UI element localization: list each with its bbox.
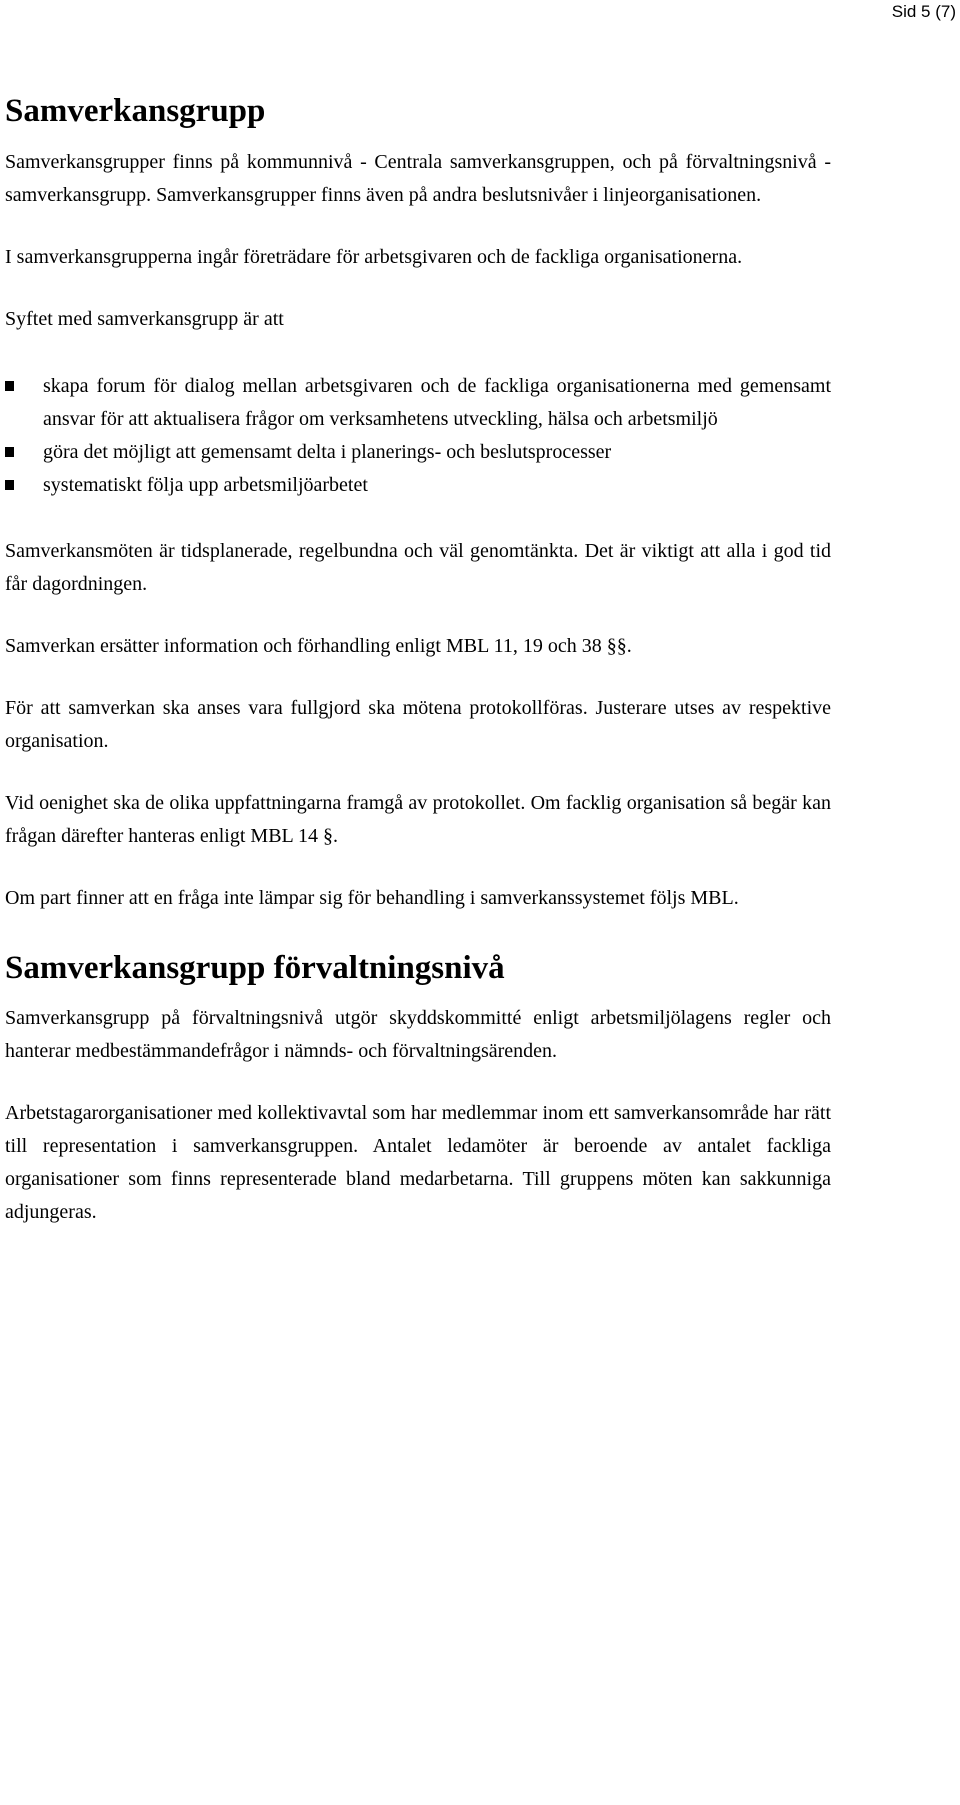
- section-title-forvaltningsniva: Samverkansgrupp förvaltningsnivå: [5, 949, 505, 986]
- paragraph: I samverkansgrupperna ingår företrädare för arbetsgivaren och de fackliga organisationerna.: [5, 245, 743, 268]
- purpose-list: [5, 370, 831, 502]
- square-bullet-icon: [5, 480, 14, 490]
- list-item-text: skapa forum för dialog mellan arbetsgivaren och de fackliga organisationerna med gemensamt ansvar för att aktualisera frågor om verksamhetens utveckling, hälsa och arbetsmiljö: [43, 374, 831, 430]
- purpose-intro: Syftet med samverkansgrupp är att: [5, 307, 284, 330]
- paragraph: Samverkansgrupper finns på kommunnivå - Centrala samverkansgruppen, och på förvaltningsnivå - samverkansgrupp. Samverkansgrupper finns även på andra beslutsnivåer i linjeorganisationen.: [5, 150, 831, 206]
- square-bullet-icon: [5, 381, 14, 391]
- paragraph: Arbetstagarorganisationer med kollektivavtal som har medlemmar inom ett samverkansområde har rätt till representation i samverkansgruppen. Antalet ledamöter är beroende av antalet fackliga organisationer som finns representerade bland medarbetarna. Till gruppens möten kan sakkunniga adjungeras.: [5, 1102, 831, 1224]
- paragraph: Samverkan ersätter information och förhandling enligt MBL 11, 19 och 38 §§.: [5, 634, 632, 657]
- list-item: [5, 436, 831, 469]
- paragraph: Vid oenighet ska de olika uppfattningarna framgå av protokollet. Om facklig organisation så begär kan frågan därefter hanteras enligt MBL 14 §.: [5, 791, 831, 847]
- paragraph: Samverkansgrupp på förvaltningsnivå utgör skyddskommitté enligt arbetsmiljölagens regler och hanterar medbestämmandefrågor i nämnds- och förvaltningsärenden.: [5, 1007, 831, 1063]
- document-body: [5, 92, 831, 1258]
- list-item-text: systematiskt följa upp arbetsmiljöarbetet: [43, 473, 368, 496]
- paragraph: Om part finner att en fråga inte lämpar sig för behandling i samverkanssystemet följs MBL.: [5, 886, 739, 909]
- paragraph: För att samverkan ska anses vara fullgjord ska mötena protokollföras. Justerare utses av respektive organisation.: [5, 696, 831, 752]
- list-item: [5, 469, 831, 502]
- paragraph: Samverkansmöten är tidsplanerade, regelbundna och väl genomtänkta. Det är viktigt att alla i god tid får dagordningen.: [5, 539, 831, 595]
- list-item-text: göra det möjligt att gemensamt delta i planerings- och beslutsprocesser: [43, 440, 612, 463]
- page-number: Sid 5 (7): [891, 2, 956, 21]
- section-title-samverkansgrupp: Samverkansgrupp: [5, 93, 266, 129]
- square-bullet-icon: [5, 447, 14, 457]
- list-item: [5, 370, 831, 436]
